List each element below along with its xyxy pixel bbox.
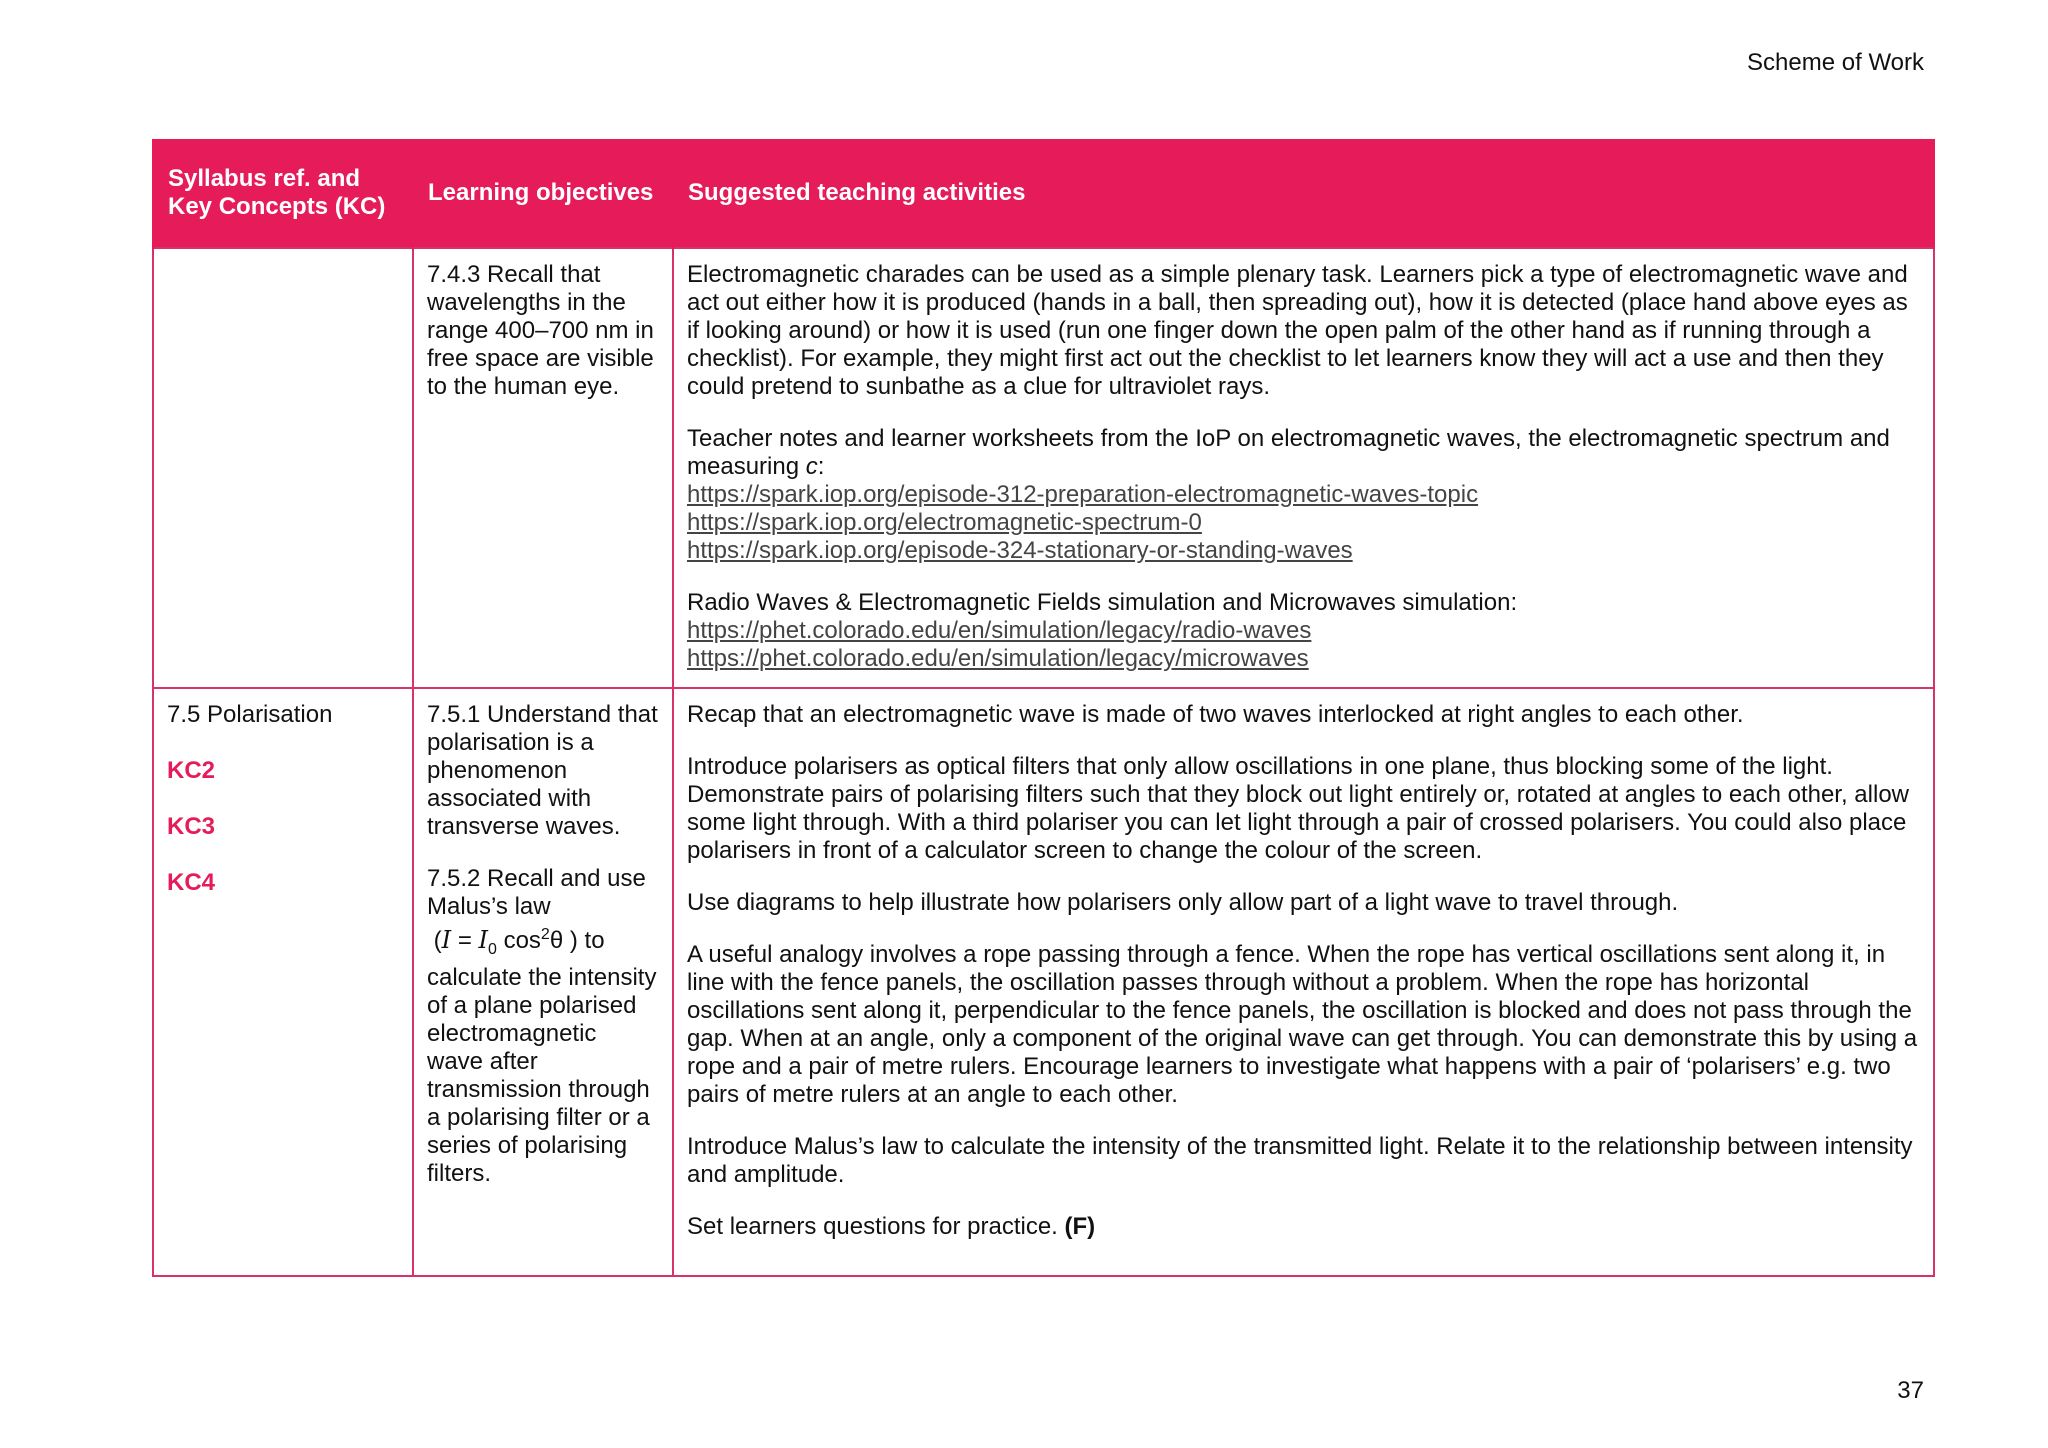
- column-header-syllabus-ref: Syllabus ref. and Key Concepts (KC): [153, 139, 413, 248]
- objective-7-4-3: 7.4.3 Recall that wavelengths in the range 400–700 nm in free space are visible to the human eye.: [427, 261, 654, 400]
- activity-paragraph: Electromagnetic charades can be used as a simple plenary task. Learners pick a type of electromagnetic wave and act out either how it is produced (hands in a ball, then spreading out), how it is detected (place hand above eyes as if looking around) or how it is used (run one finger down the open palm of the other hand as if running through a checklist). For example, they might first act out the checklist to let learners know they will act a use and then they could pretend to sunbathe as a clue for ultraviolet rays.: [687, 261, 1908, 400]
- learning-objective-cell: [413, 688, 673, 1276]
- table-header-row: [153, 139, 1934, 248]
- page-number: 37: [1897, 1377, 1924, 1404]
- formula-text: =: [451, 927, 479, 954]
- activity-paragraph: [687, 425, 1920, 565]
- table-row: [153, 688, 1934, 1276]
- syllabus-ref-cell: [153, 688, 413, 1276]
- formula-superscript: 2: [540, 926, 550, 943]
- link-phet-microwaves[interactable]: https://phet.colorado.edu/en/simulation/legacy/microwaves: [687, 645, 1309, 672]
- objective-text: to calculate the intensity of a plane polarised electromagnetic wave after transmission through a polarising filter or a series of polarising filters.: [427, 927, 657, 1187]
- objective-text: 7.5.2 Recall and use Malus’s law: [427, 865, 646, 920]
- link-iop-em-spectrum[interactable]: https://spark.iop.org/electromagnetic-spectrum-0: [687, 509, 1202, 536]
- activity-paragraph: [687, 1213, 1920, 1241]
- syllabus-ref-cell: [153, 248, 413, 688]
- variable-c: c: [805, 453, 818, 480]
- objective-7-5-2: [427, 865, 659, 1188]
- teaching-activities-cell: [673, 248, 1934, 688]
- formula-text: θ: [549, 927, 564, 954]
- activity-text: Set learners questions for practice.: [687, 1213, 1065, 1240]
- activity-paragraph: Introduce polarisers as optical filters that only allow oscillations in one plane, thus blocking some of the light. Demonstrate pairs of polarising filters such that they block out light entirely or, rotated at angles to each other, allow some light through. With a third polariser you can let light through a pair of crossed polarisers. You could also place polarisers in front of a calculator screen to change the colour of the screen.: [687, 753, 1909, 864]
- formula-text: cos: [496, 927, 541, 954]
- key-concept-label: KC3: [167, 813, 216, 840]
- formative-assessment-marker: (F): [1064, 1213, 1096, 1240]
- activity-paragraph: Recap that an electromagnetic wave is made of two waves interlocked at right angles to each other.: [687, 701, 1744, 728]
- activity-paragraph: A useful analogy involves a rope passing through a fence. When the rope has vertical oscillations sent along it, in line with the fence panels, the oscillation passes through without a problem. When the rope has horizontal oscillations sent along it, perpendicular to the fence panels, the oscillation is blocked and does not pass through the gap. When at an angle, only a component of the original wave can get through. You can demonstrate this by using a rope and a pair of metre rulers. Encourage learners to investigate what happens with a pair of ‘polarisers’ e.g. two pairs of metre rulers at an angle to each other.: [687, 941, 1918, 1108]
- link-iop-episode-312[interactable]: https://spark.iop.org/episode-312-preparation-electromagnetic-waves-topic: [687, 481, 1479, 508]
- key-concept-label: KC2: [167, 757, 216, 784]
- key-concept-label: KC4: [167, 869, 216, 896]
- activity-text: Radio Waves & Electromagnetic Fields simulation and Microwaves simulation:: [687, 589, 1518, 616]
- syllabus-ref-title: 7.5 Polarisation: [167, 701, 333, 728]
- scheme-of-work-table: [152, 139, 1935, 1277]
- column-header-learning-objectives: Learning objectives: [413, 139, 673, 248]
- malus-law-formula: ($I = I_0$ $\cos^2\theta$ ): [427, 926, 578, 958]
- column-header-teaching-activities: Suggested teaching activities: [673, 139, 1934, 248]
- activity-paragraph: Introduce Malus’s law to calculate the intensity of the transmitted light. Relate it to the relationship between intensity and amplitude.: [687, 1133, 1913, 1188]
- document-header-title: Scheme of Work: [1747, 49, 1924, 76]
- objective-7-5-1: 7.5.1 Understand that polarisation is a phenomenon associated with transverse waves.: [427, 701, 658, 840]
- link-phet-radio-waves[interactable]: https://phet.colorado.edu/en/simulation/legacy/radio-waves: [687, 617, 1312, 644]
- formula-subscript: 0: [488, 940, 497, 958]
- table-row: [153, 248, 1934, 688]
- activity-paragraph: Use diagrams to help illustrate how polarisers only allow part of a light wave to travel through.: [687, 889, 1679, 916]
- teaching-activities-cell: [673, 688, 1934, 1276]
- formula-symbol: I: [478, 926, 488, 954]
- activity-text: :: [817, 453, 825, 480]
- activity-paragraph: [687, 589, 1920, 673]
- activity-text: Teacher notes and learner worksheets from the IoP on electromagnetic waves, the electromagnetic spectrum and measuring: [687, 425, 1890, 480]
- link-iop-episode-324[interactable]: https://spark.iop.org/episode-324-stationary-or-standing-waves: [687, 537, 1353, 564]
- learning-objective-cell: [413, 248, 673, 688]
- formula-symbol: I: [441, 926, 452, 954]
